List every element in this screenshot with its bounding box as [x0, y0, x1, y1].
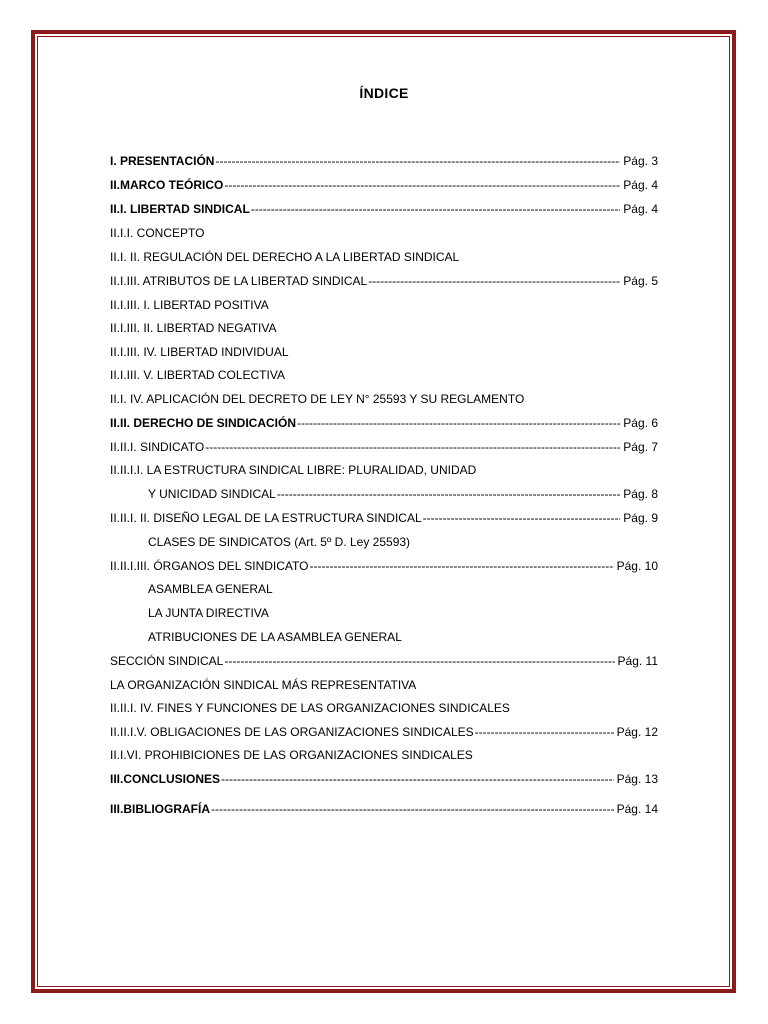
toc-entry-page: Pág. 3: [623, 154, 658, 168]
toc-entry-page: Pág. 5: [623, 274, 658, 288]
toc-entry-label: II.II.I.III. ÓRGANOS DEL SINDICATO: [110, 559, 309, 573]
toc-entry-unicidad-sindical[interactable]: [110, 486, 658, 503]
toc-entry-label: II.II.I.I. LA ESTRUCTURA SINDICAL LIBRE: PLURALIDAD, UNIDAD: [110, 463, 477, 477]
toc-entry-page: Pág. 4: [623, 202, 658, 216]
toc-entry-concepto[interactable]: [110, 225, 658, 242]
toc-entry-bibliografia[interactable]: [110, 801, 658, 818]
toc-entry-label: II.I.III. V. LIBERTAD COLECTIVA: [110, 368, 285, 382]
dot-leader: [224, 177, 620, 194]
toc-entry-label: II.I.VI. PROHIBICIONES DE LAS ORGANIZACIONES SINDICALES: [110, 748, 473, 762]
toc-entry-label: LA ORGANIZACIÓN SINDICAL MÁS REPRESENTATIVA: [110, 678, 417, 692]
toc-entry-libertad-negativa[interactable]: [110, 320, 658, 337]
toc-entry-presentacion[interactable]: [110, 153, 658, 170]
toc-entry-label: II.II. DERECHO DE SINDICACIÓN: [110, 416, 297, 430]
toc-entry-page: Pág. 13: [616, 772, 658, 786]
toc-entry-label: II.I. IV. APLICACIÓN DEL DECRETO DE LEY N° 25593 Y SU REGLAMENTO: [110, 392, 525, 406]
toc-entry-libertad-sindical[interactable]: [110, 201, 658, 218]
dot-leader: [297, 415, 620, 432]
dot-leader: [368, 273, 620, 290]
toc-entry-fines-funciones[interactable]: [110, 700, 658, 717]
toc-entry-label: II.I. LIBERTAD SINDICAL: [110, 202, 250, 216]
toc-entry-atributos[interactable]: [110, 273, 658, 290]
toc-entry-clases-sindicatos[interactable]: [110, 534, 658, 551]
toc-entry-organos-sindicato[interactable]: [110, 558, 658, 575]
toc-entry-label: II.I.III. II. LIBERTAD NEGATIVA: [110, 321, 277, 335]
toc-entry-label: II.I.I. CONCEPTO: [110, 226, 205, 240]
toc-entry-label: Y UNICIDAD SINDICAL: [148, 487, 276, 501]
toc-entry-libertad-individual[interactable]: [110, 344, 658, 361]
toc-entry-label: II.I.III. I. LIBERTAD POSITIVA: [110, 298, 269, 312]
dot-leader: [224, 653, 614, 670]
toc-entry-label: II.I.III. IV. LIBERTAD INDIVIDUAL: [110, 345, 289, 359]
toc-entry-label: ASAMBLEA GENERAL: [148, 582, 273, 596]
toc-entry-label: II.I.III. ATRIBUTOS DE LA LIBERTAD SINDICAL: [110, 274, 368, 288]
toc-entry-sindicato[interactable]: [110, 439, 658, 456]
page-title: ÍNDICE: [359, 85, 409, 101]
toc-entry-page: Pág. 14: [616, 802, 658, 816]
dot-leader: [277, 486, 620, 503]
toc-entry-conclusiones[interactable]: [110, 771, 658, 788]
toc-entry-label: LA JUNTA DIRECTIVA: [148, 606, 269, 620]
dot-leader: [211, 801, 614, 818]
toc-entry-label: II.MARCO TEÓRICO: [110, 178, 224, 192]
toc-entry-obligaciones[interactable]: [110, 724, 658, 741]
toc-entry-page: Pág. 7: [623, 440, 658, 454]
toc-entry-label: III.BIBLIOGRAFÍA: [110, 802, 210, 816]
toc-entry-atribuciones-asamblea[interactable]: [110, 629, 658, 646]
toc-entry-label: II.II.I. SINDICATO: [110, 440, 205, 454]
toc-entry-label: III.CONCLUSIONES: [110, 772, 221, 786]
toc-entry-page: Pág. 11: [617, 654, 658, 668]
toc-entry-label: II.II.I. II. DISEÑO LEGAL DE LA ESTRUCTURA SINDICAL: [110, 511, 422, 525]
toc-entry-label: II.II.I. IV. FINES Y FUNCIONES DE LAS ORGANIZACIONES SINDICALES: [110, 701, 510, 715]
toc-entry-page: Pág. 12: [616, 725, 658, 739]
toc-entry-aplicacion-decreto[interactable]: [110, 391, 658, 408]
toc-entry-diseno-legal[interactable]: [110, 510, 658, 527]
dot-leader: [475, 724, 614, 741]
toc-entry-regulacion[interactable]: [110, 249, 658, 266]
toc-entry-page: Pág. 8: [623, 487, 658, 501]
toc-entry-libertad-positiva[interactable]: [110, 297, 658, 314]
dot-leader: [309, 558, 613, 575]
toc-entry-label: II.I. II. REGULACIÓN DEL DERECHO A LA LIBERTAD SINDICAL: [110, 250, 460, 264]
toc-entry-page: Pág. 4: [623, 178, 658, 192]
toc-entry-page: Pág. 10: [616, 559, 658, 573]
toc-entry-label: SECCIÓN SINDICAL: [110, 654, 224, 668]
toc-entry-seccion-sindical[interactable]: [110, 653, 658, 670]
dot-leader: [251, 201, 621, 218]
toc-entry-junta-directiva[interactable]: [110, 605, 658, 622]
toc-entry-estructura-sindical[interactable]: [110, 462, 658, 479]
dot-leader: [221, 771, 614, 788]
dot-leader: [423, 510, 621, 527]
toc-entry-label: CLASES DE SINDICATOS (Art. 5º D. Ley 25593): [148, 535, 411, 549]
toc-entry-label: II.II.I.V. OBLIGACIONES DE LAS ORGANIZACIONES SINDICALES: [110, 725, 474, 739]
toc-entry-prohibiciones[interactable]: [110, 747, 658, 764]
toc-entry-label: I. PRESENTACIÓN: [110, 154, 215, 168]
toc-entry-libertad-colectiva[interactable]: [110, 367, 658, 384]
toc-entry-asamblea-general[interactable]: [110, 581, 658, 598]
toc-entry-organizacion-representativa[interactable]: [110, 677, 658, 694]
toc-entry-page: Pág. 9: [623, 511, 658, 525]
toc-entry-page: Pág. 6: [623, 416, 658, 430]
dot-leader: [215, 153, 620, 170]
dot-leader: [205, 439, 620, 456]
toc-entry-marco-teorico[interactable]: [110, 177, 658, 194]
toc-entry-label: ATRIBUCIONES DE LA ASAMBLEA GENERAL: [148, 630, 402, 644]
toc-entry-derecho-sindicacion[interactable]: [110, 415, 658, 432]
